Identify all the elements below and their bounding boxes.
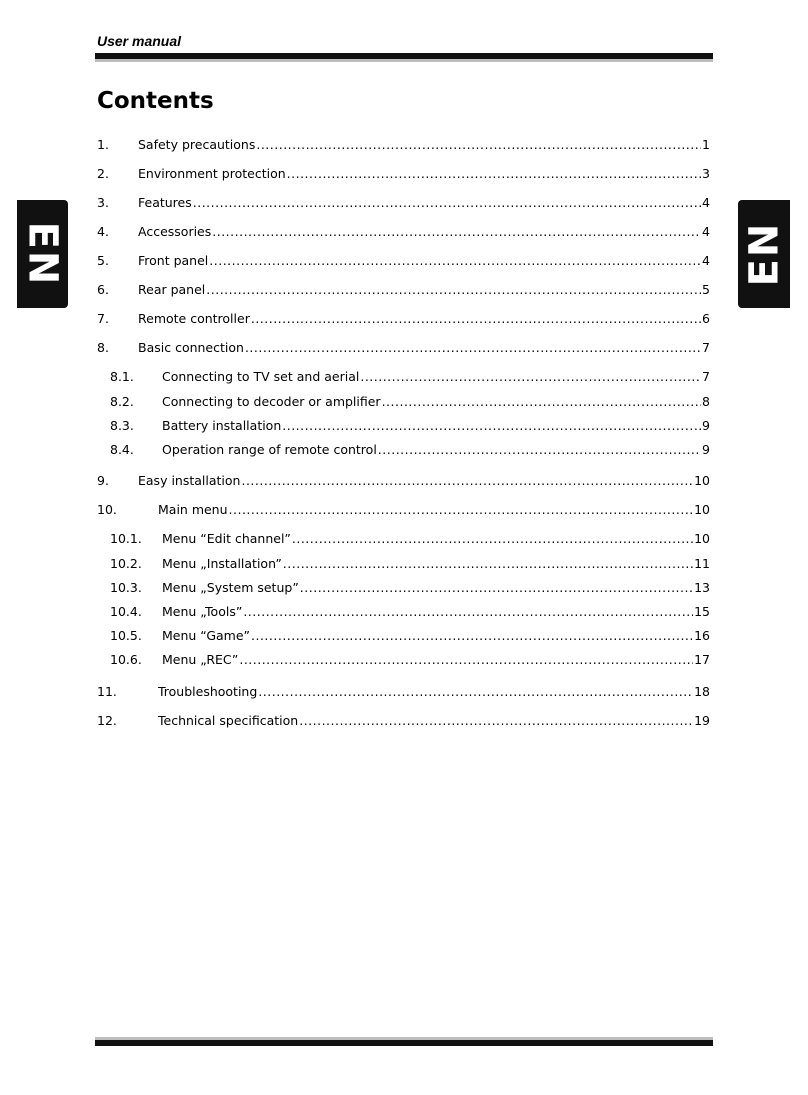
toc-leader [206,282,701,298]
toc-number: 4. [97,224,109,239]
toc-number: 8.1. [110,369,134,384]
toc-number: 10.1. [110,531,142,546]
toc-number: 2. [97,166,109,181]
toc-number: 8.3. [110,418,134,433]
toc-leader [209,253,701,269]
toc-leader [251,311,701,327]
toc-page: 17 [694,652,710,667]
toc-page: 18 [694,684,710,699]
language-tab-left [17,200,68,308]
page-title: Contents [97,88,214,114]
toc-page: 10 [694,473,710,488]
toc-number: 12. [97,713,117,728]
toc-label: Troubleshooting [158,684,258,699]
toc-number: 11. [97,684,117,699]
toc-page: 10 [694,502,710,517]
toc-label: Connecting to TV set and aerial [162,369,360,384]
toc-number: 9. [97,473,109,488]
toc-page: 4 [702,253,710,268]
toc-number: 3. [97,195,109,210]
header-label: User manual [97,33,182,49]
toc-leader [251,628,693,644]
toc-leader [287,166,701,182]
toc-label: Menu „System setup” [162,580,299,595]
toc-leader [256,137,701,153]
toc-label: Menu “Edit channel” [162,531,291,546]
toc-label: Accessories [138,224,212,239]
toc-page: 1 [702,137,710,152]
toc-label: Technical specification [158,713,299,728]
toc-number: 5. [97,253,109,268]
toc-number: 8.4. [110,442,134,457]
toc-label: Safety precautions [138,137,256,152]
toc-number: 1. [97,137,109,152]
toc-page: 3 [702,166,710,181]
toc-page: 9 [702,418,710,433]
toc-label: Menu „Installation” [162,556,282,571]
toc-label: Rear panel [138,282,206,297]
toc-label: Menu „REC” [162,652,239,667]
toc-leader [258,684,693,700]
toc-label: Menu “Game” [162,628,251,643]
toc-page: 5 [702,282,710,297]
toc-page: 19 [694,713,710,728]
toc-leader [292,531,693,547]
toc-leader [300,580,693,596]
toc-number: 10.5. [110,628,142,643]
toc-leader [245,340,701,356]
footer-rule [95,1040,713,1046]
toc-number: 10.4. [110,604,142,619]
toc-page: 8 [702,394,710,409]
toc-number: 8.2. [110,394,134,409]
toc-leader [229,502,694,518]
toc-page: 11 [694,556,710,571]
toc-leader [239,652,693,668]
toc-label: Features [138,195,192,210]
toc-label: Front panel [138,253,209,268]
toc-leader [360,369,701,385]
toc-leader [378,442,701,458]
toc-leader [283,556,693,572]
toc-label: Easy installation [138,473,241,488]
toc-page: 7 [702,369,710,384]
toc-page: 9 [702,442,710,457]
toc-page: 16 [694,628,710,643]
language-tab-label: EN [19,221,66,287]
toc-label: Operation range of remote control [162,442,377,457]
toc-label: Basic connection [138,340,244,355]
toc-label: Remote controller [138,311,250,326]
toc-page: 4 [702,224,710,239]
toc-label: Main menu [158,502,228,517]
toc-leader [382,394,701,410]
toc-label: Connecting to decoder or amplifier [162,394,381,409]
toc-leader [243,604,693,620]
toc-leader [241,473,693,489]
toc-page: 15 [694,604,710,619]
toc-leader [212,224,701,240]
toc-label: Environment protection [138,166,286,181]
toc-label: Menu „Tools” [162,604,243,619]
toc-number: 10.3. [110,580,142,595]
toc-page: 10 [694,531,710,546]
language-tab-right [738,200,790,308]
toc-leader [193,195,701,211]
toc-page: 7 [702,340,710,355]
toc-number: 10.2. [110,556,142,571]
toc-number: 8. [97,340,109,355]
toc-number: 7. [97,311,109,326]
toc-number: 6. [97,282,109,297]
toc-page: 4 [702,195,710,210]
toc-page: 13 [694,580,710,595]
toc-leader [299,713,693,729]
toc-number: 10.6. [110,652,142,667]
toc-page: 6 [702,311,710,326]
toc-number: 10. [97,502,117,517]
toc-label: Battery installation [162,418,282,433]
toc-leader [282,418,701,434]
language-tab-label: EN [741,221,787,287]
